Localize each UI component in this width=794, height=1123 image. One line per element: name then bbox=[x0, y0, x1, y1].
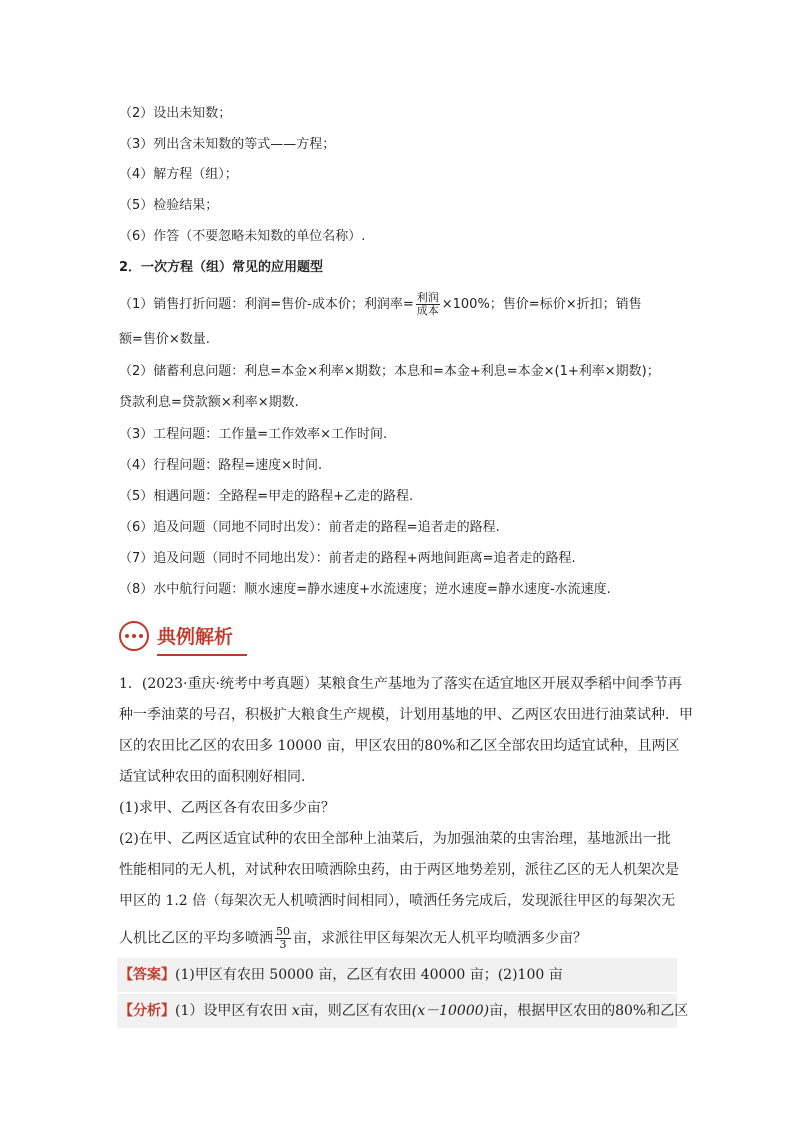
question-2-line: 性能相同的无人机，对试种农田喷洒除虫药，由于两区地势差别，派往乙区的无人机架次是 bbox=[119, 862, 679, 878]
question-2-line: (2)在甲、乙两区适宜试种的农田全部种上油菜后，为加强油菜的虫害治理，基地派出一批 bbox=[119, 831, 671, 847]
type-line-4: （4）行程问题：路程=速度×时间. bbox=[119, 458, 323, 473]
step-line: （3）列出含未知数的等式——方程； bbox=[119, 137, 336, 152]
question-1: (1)求甲、乙两区各有农田多少亩？ bbox=[119, 800, 335, 816]
analysis-tag: 【分析】 bbox=[119, 1003, 175, 1019]
problem-line: 1．(2023·重庆·统考中考真题）某粮食生产基地为了落实在适宜地区开展双季稻中间季节再 bbox=[119, 676, 682, 692]
analysis-line: 【分析】(1）设甲区有农田 x亩，则乙区有农田(x－10000)亩，根据甲区农田的80%和乙区 bbox=[119, 1003, 689, 1019]
answer-tag: 【答案】 bbox=[119, 967, 175, 983]
question-2-line: 甲区的 1.2 倍（每架次无人机喷洒时间相同），喷洒任务完成后，发现派往甲区的每架次无 bbox=[119, 893, 676, 909]
step-line: （2）设出未知数； bbox=[119, 106, 232, 121]
type-line-6: （6）追及问题（同地不同时出发）：前者走的路程=追者走的路程. bbox=[119, 520, 500, 535]
section-header bbox=[119, 618, 237, 654]
question-2-line: 人机比乙区的平均多喷洒 $\frac{50}{3}$ 亩，求派往甲区每架次无人机平均喷洒多少亩？ bbox=[119, 925, 587, 951]
type-line-3: （3）工程问题：工作量=工作效率×工作时间. bbox=[119, 427, 388, 442]
answer-line bbox=[119, 964, 563, 986]
section2-title: 2．一次方程（组）常见的应用题型 bbox=[119, 260, 324, 275]
type-line-5: （5）相遇问题：全路程=甲走的路程+乙走的路程. bbox=[119, 489, 414, 504]
step-line: （4）解方程（组）； bbox=[119, 167, 238, 182]
type-line-2: （2）储蓄利息问题：利息=本金×利率×期数；本息和=本金+利息=本金×(1+利率×期数)； bbox=[119, 364, 660, 379]
section-title: 典例解析 bbox=[157, 622, 237, 651]
problem-line: 适宜试种农田的面积刚好相同． bbox=[119, 769, 315, 785]
step-line: （6）作答（不要忽略未知数的单位名称）. bbox=[119, 229, 366, 244]
problem-line: 种一季油菜的号召，积极扩大粮食生产规模，计划用基地的甲、乙两区农田进行油菜试种．甲 bbox=[119, 707, 693, 723]
ellipsis-circle-icon bbox=[119, 621, 149, 651]
fifty-thirds-fraction: $\frac{50}{3}$ bbox=[276, 925, 290, 951]
step-line: （5）检验结果； bbox=[119, 198, 219, 213]
type-line-7: （7）追及问题（同时不同地出发）：前者走的路程+两地间距离=追者走的路程. bbox=[119, 551, 576, 566]
profit-rate-fraction: $\frac{\text{利润}}{\text{成本}}$ bbox=[416, 291, 439, 317]
type-line-8: （8）水中航行问题：顺水速度=静水速度+水流速度；逆水速度=静水速度-水流速度. bbox=[119, 582, 611, 597]
problem-line: 区的农田比乙区的农田多 10000 亩，甲区农田的80%和乙区全部农田均适宜试种，且两区 bbox=[119, 738, 680, 754]
type-line-1: （1）销售打折问题：利润=售价-成本价；利润率= $\frac{\text{利润}}{\text{成本}}$ ×100%；售价=标价×折扣；销售 bbox=[119, 291, 642, 317]
type-line-1b: 额=售价×数量. bbox=[119, 332, 210, 347]
answer-text: (1)甲区有农田 50000 亩，乙区有农田 40000 亩；(2)100 亩 bbox=[175, 967, 563, 983]
type-line-2b: 贷款利息=贷款额×利率×期数. bbox=[119, 395, 299, 410]
